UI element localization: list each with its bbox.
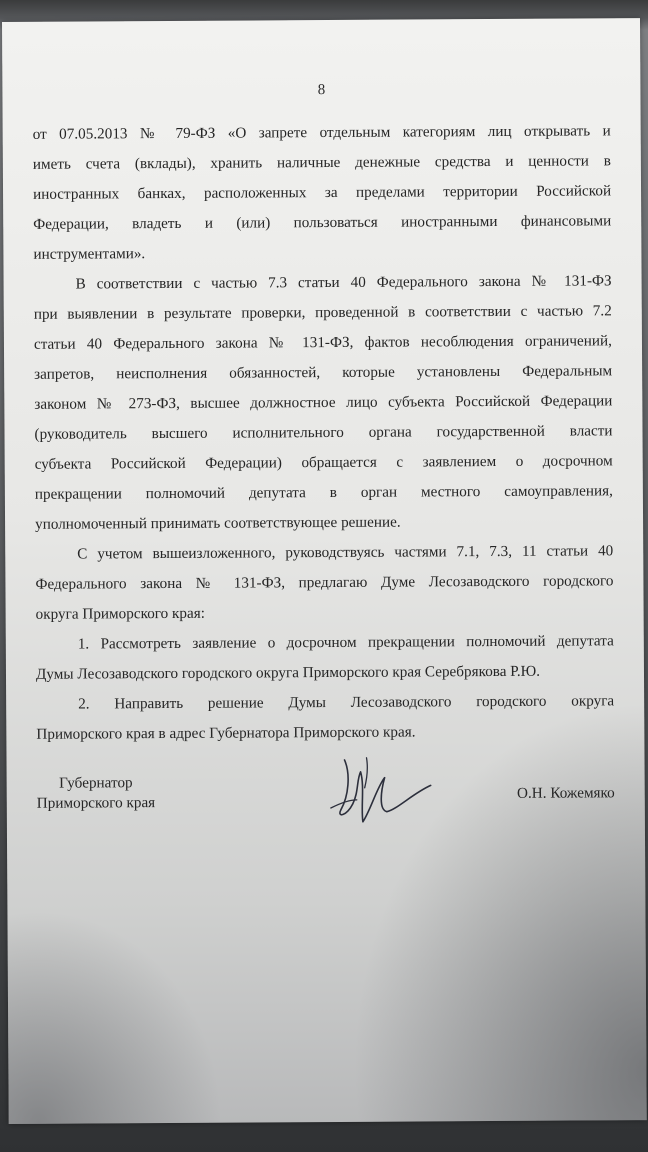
text-line: Федерации, владеть и (или) пользоваться иностранными финансовыми xyxy=(33,212,612,233)
text-line: от 07.05.2013 № 79-ФЗ «О запрете отдельным категориям лиц открывать и xyxy=(32,122,611,143)
text-line: прекращении полномочий депутата в орган местного самоуправления, xyxy=(34,482,613,503)
text-line: Приморского края в адрес Губернатора Приморского края. xyxy=(36,723,416,743)
text-line: иметь счета (вклады), хранить наличные денежные средства и ценности в xyxy=(32,152,611,173)
document-body xyxy=(33,116,615,750)
text-line: Думы Лесозаводского городского округа Приморского края Серебрякова Р.Ю. xyxy=(35,662,541,683)
text-line: субъекта Российской Федерации) обращается с заявлением о досрочном xyxy=(34,452,613,473)
document-page xyxy=(2,18,647,1124)
signatory-title-line: Приморского края xyxy=(36,794,156,812)
text-line: при выявлении в результате проверки, проведенной в соответствии с частью 7.2 xyxy=(33,302,612,323)
text-line: Федерального закона № 131-ФЗ, предлагаю Думе Лесозаводского городского xyxy=(35,572,614,593)
text-line: С учетом вышеизложенного, руководствуясь частями 7.1, 7.3, 11 статьи 40 xyxy=(77,542,614,563)
list-item-text: 2. Направить решение Думы Лесозаводского городского округа xyxy=(78,692,615,713)
signatory-name: О.Н. Кожемяко xyxy=(516,784,615,802)
signatory-title-line: Губернатор xyxy=(59,774,133,792)
signatory-title xyxy=(37,773,156,814)
text-line: уполномоченный принимать соответствующее решение. xyxy=(35,513,401,533)
text-line: статьи 40 Федерального закона № 131-ФЗ, фактов несоблюдения ограничений, xyxy=(33,332,613,353)
text-line: законом № 273-ФЗ, высшее должностное лицо субъекта Российской Федерации xyxy=(34,392,613,413)
text-line: иностранных банках, расположенных за пределами территории Российской xyxy=(33,182,612,203)
text-line: (руководитель высшего исполнительного органа государственной власти xyxy=(34,422,613,443)
page-number: 8 xyxy=(317,82,326,99)
text-line: запретов, неисполнения обязанностей, которые установлены Федеральным xyxy=(34,362,613,383)
text-line: инструментами». xyxy=(33,245,146,263)
text-line: округа Приморского края: xyxy=(35,604,205,623)
list-item-text: 1. Рассмотреть заявление о досрочном прекращении полномочий депутата xyxy=(77,632,614,653)
handwritten-signature xyxy=(326,749,447,836)
text-line: В соответствии с частью 7.3 статьи 40 Федерального закона № 131-ФЗ xyxy=(75,272,612,293)
signature-block xyxy=(37,770,615,844)
